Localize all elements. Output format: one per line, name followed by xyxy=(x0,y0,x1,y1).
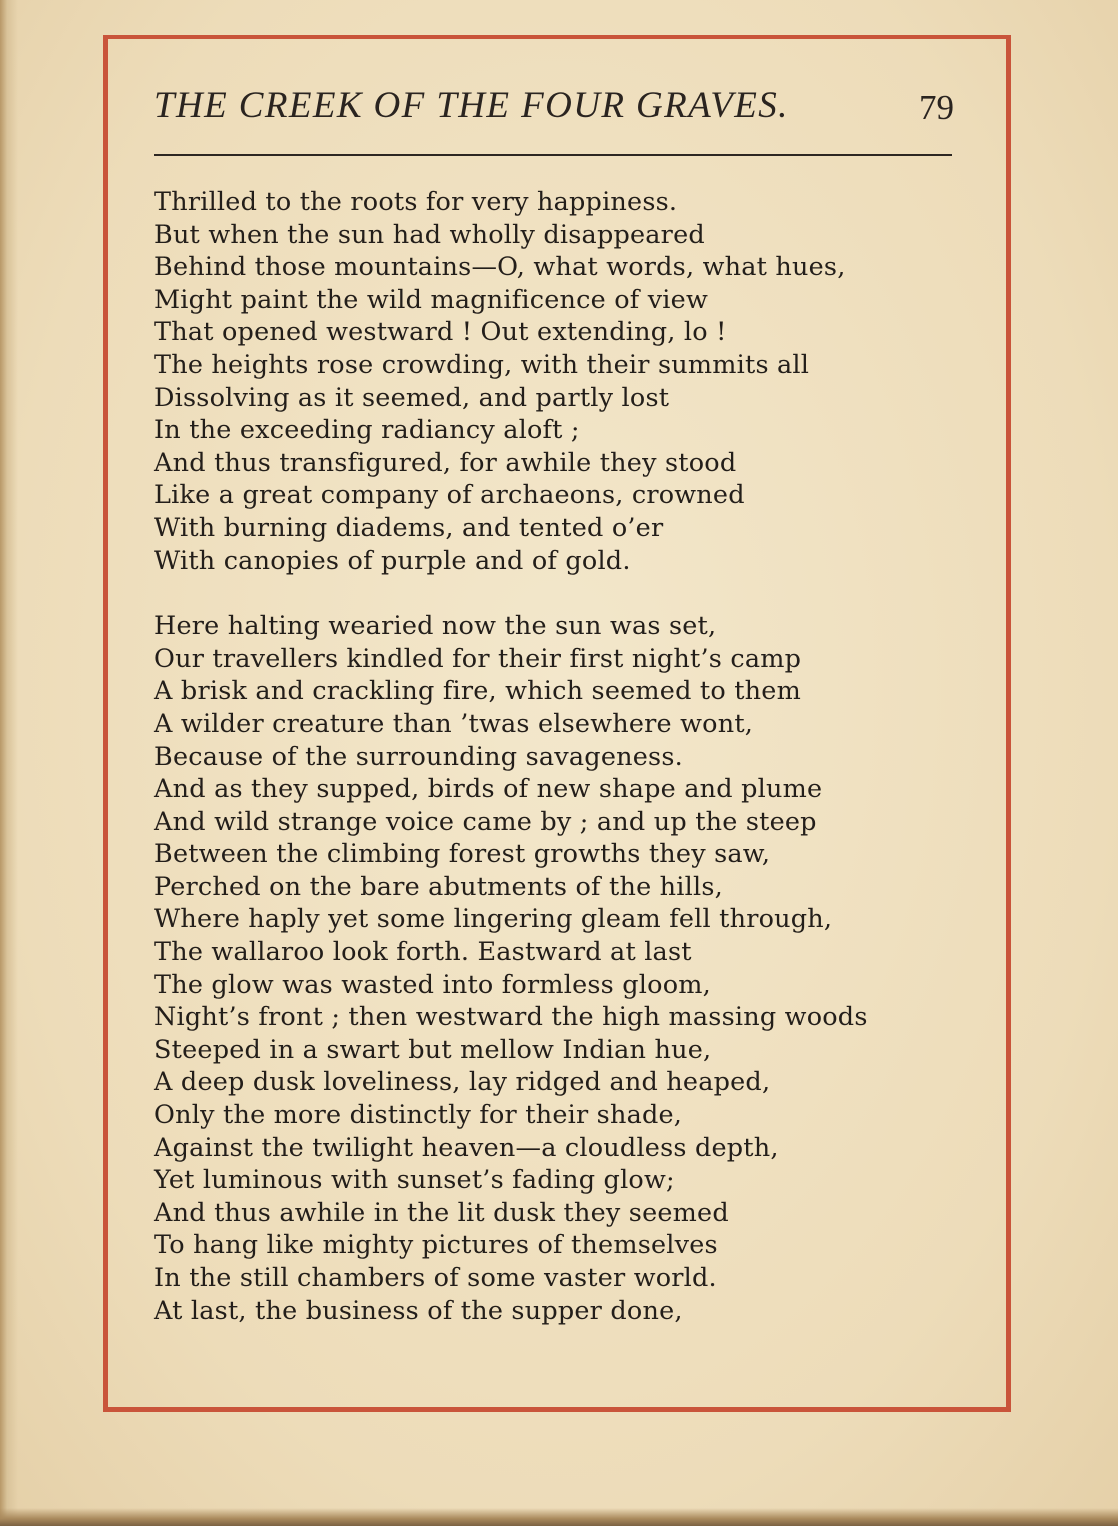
verse-line: Steeped in a swart but mellow Indian hue, xyxy=(154,1034,712,1065)
verse-line: And thus awhile in the lit dusk they seemed xyxy=(154,1197,729,1228)
verse-line: The wallaroo look forth. Eastward at last xyxy=(154,937,692,968)
page-gutter-shadow xyxy=(0,0,18,1526)
page-number: 79 xyxy=(919,88,954,127)
verse-line: In the still chambers of some vaster world. xyxy=(154,1263,717,1293)
verse-line: Yet luminous with sunset’s fading glow; xyxy=(154,1165,675,1196)
verse-line: A wilder creature than ’twas elsewhere wont, xyxy=(154,708,754,739)
verse-line: Dissolving as it seemed, and partly lost xyxy=(154,382,670,413)
verse-line: At last, the business of the supper done, xyxy=(154,1295,683,1326)
verse-line: Only the more distinctly for their shade, xyxy=(154,1100,683,1131)
verse-line: To hang like mighty pictures of themselves xyxy=(154,1230,718,1261)
verse-line: But when the sun had wholly disappeared xyxy=(154,219,705,250)
verse-line: A deep dusk loveliness, lay ridged and heaped, xyxy=(154,1067,771,1098)
verse-line: Might paint the wild magnificence of view xyxy=(154,284,708,315)
verse-line: A brisk and crackling fire, which seemed to them xyxy=(154,676,801,707)
verse-line: Where haply yet some lingering gleam fell through, xyxy=(154,904,833,935)
stanza-1 xyxy=(154,186,974,577)
verse-line: Like a great company of archaeons, crowned xyxy=(154,480,745,511)
verse-line: Between the climbing forest growths they saw, xyxy=(154,839,771,870)
verse-line: The heights rose crowding, with their summits all xyxy=(154,349,810,380)
verse-line: The glow was wasted into formless gloom, xyxy=(154,969,711,1000)
verse-line: Perched on the bare abutments of the hills, xyxy=(154,871,723,902)
verse-line: Our travellers kindled for their first night’s camp xyxy=(154,643,802,674)
verse-line: Night’s front ; then westward the high massing woods xyxy=(154,1002,868,1033)
verse-line: In the exceeding radiancy aloft ; xyxy=(154,415,580,446)
running-head-title: THE CREEK OF THE FOUR GRAVES. xyxy=(154,85,789,126)
verse-line: Against the twilight heaven—a cloudless depth, xyxy=(154,1132,779,1163)
verse-line: And as they supped, birds of new shape and plume xyxy=(154,774,823,805)
header-rule xyxy=(154,154,952,156)
verse-line: And wild strange voice came by ; and up the steep xyxy=(154,806,817,837)
verse-line: With canopies of purple and of gold. xyxy=(154,545,631,576)
poem-body xyxy=(154,186,974,1327)
page-bottom-edge xyxy=(0,1508,1118,1526)
running-head xyxy=(154,84,954,132)
verse-line: That opened westward ! Out extending, lo ! xyxy=(154,317,727,348)
stanza-2 xyxy=(154,610,974,1327)
verse-line: With burning diadems, and tented o’er xyxy=(154,512,664,543)
verse-line: Behind those mountains—O, what words, what hues, xyxy=(154,252,846,283)
verse-line: Thrilled to the roots for very happiness. xyxy=(154,187,678,217)
verse-line: And thus transfigured, for awhile they stood xyxy=(154,447,737,478)
verse-line: Because of the surrounding savageness. xyxy=(154,741,683,772)
verse-line: Here halting wearied now the sun was set, xyxy=(154,611,717,642)
